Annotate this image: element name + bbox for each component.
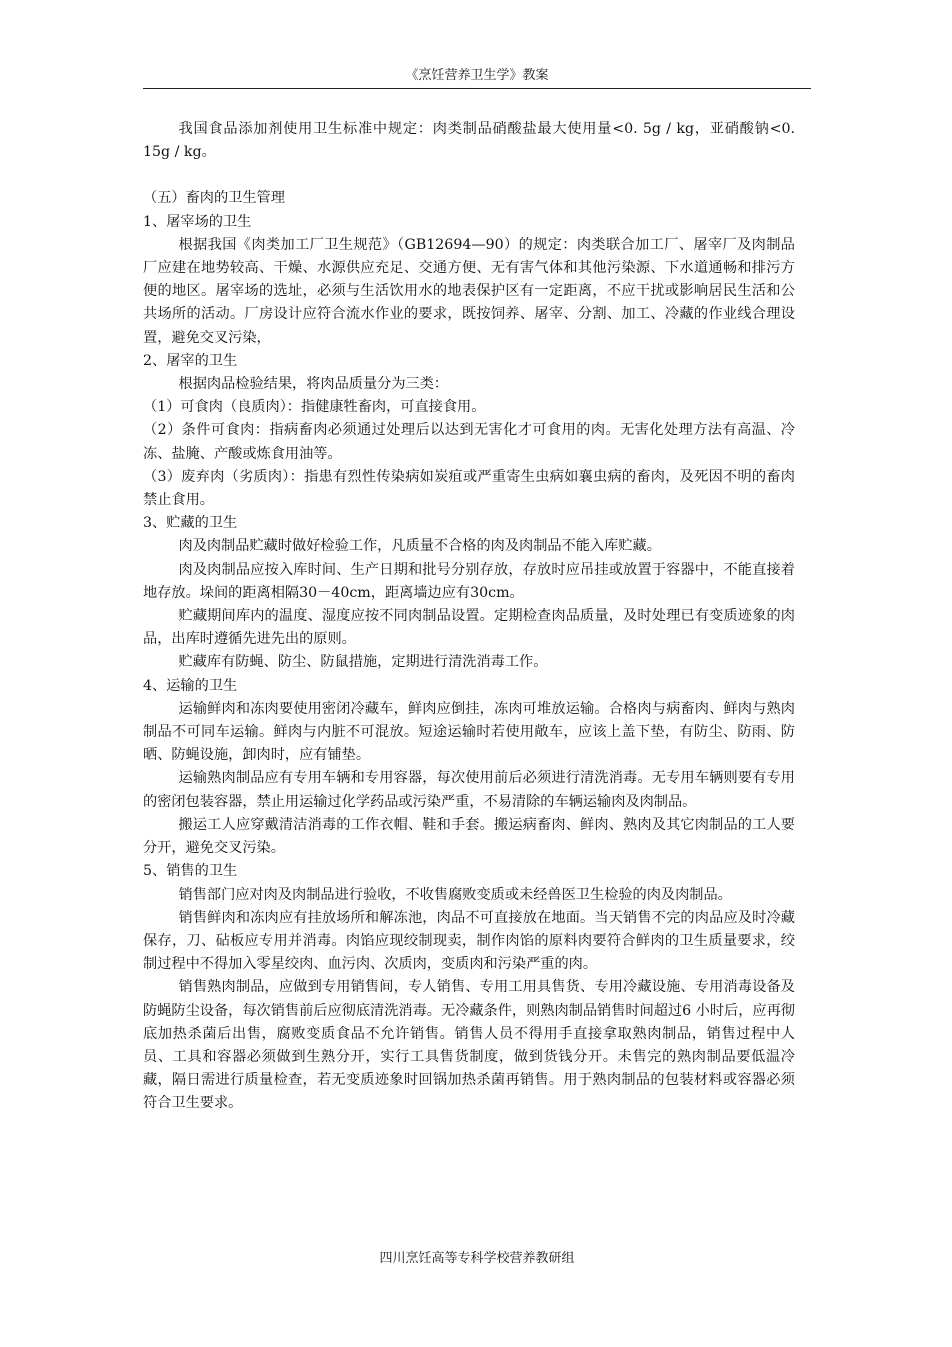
body-paragraph: 我国食品添加剂使用卫生标准中规定：肉类制品硝酸盐最大使用量<0. 5g / kg，亚硝酸钠<0. 15g / kg。 <box>143 121 795 161</box>
body-paragraph: 3、贮藏的卫生 <box>143 515 238 532</box>
body-paragraph: 1、屠宰场的卫生 <box>143 213 252 230</box>
document-body <box>143 118 795 1116</box>
body-paragraph: 4、运输的卫生 <box>143 677 238 694</box>
paragraph-gap <box>143 164 795 187</box>
body-paragraph: 肉及肉制品应按入库时间、生产日期和批号分别存放，存放时应吊挂或放置于容器中，不能直接着地存放。垛间的距离相隔30－40cm，距离墙边应有30cm。 <box>143 561 795 601</box>
body-paragraph: 贮藏库有防蝇、防尘、防鼠措施，定期进行清洗消毒工作。 <box>178 654 548 671</box>
header-divider <box>143 88 811 89</box>
body-paragraph: （1）可食肉（良质肉）：指健康牲畜肉，可直接食用。 <box>143 399 486 416</box>
body-paragraph: 2、屠宰的卫生 <box>143 352 238 369</box>
body-paragraph: 贮藏期间库内的温度、湿度应按不同肉制品设置。定期检查肉品质量，及时处理已有变质迹象的肉品，出库时遵循先进先出的原则。 <box>143 608 795 648</box>
body-paragraph: 运输鲜肉和冻肉要使用密闭冷藏车，鲜肉应倒挂，冻肉可堆放运输。合格肉与病畜肉、鲜肉与熟肉制品不可同车运输。鲜肉与内脏不可混放。短途运输时若使用敞车，应该上盖下垫，有防尘、防雨、防晒、防蝇设施，卸肉时，应有铺垫。 <box>143 700 795 764</box>
body-paragraph: 根据肉品检验结果，将肉品质量分为三类： <box>178 376 449 393</box>
body-paragraph: 5、销售的卫生 <box>143 863 238 880</box>
body-paragraph: 运输熟肉制品应有专用车辆和专用容器，每次使用前后必须进行清洗消毒。无专用车辆则要有专用的密闭包装容器，禁止用运输过化学药品或污染严重，不易清除的车辆运输肉及肉制品。 <box>143 770 795 810</box>
body-paragraph: 销售熟肉制品，应做到专用销售间，专人销售、专用工用具售货、专用冷藏设施、专用消毒设备及防蝇防尘设备，每次销售前后应彻底清洗消毒。无冷藏条件，则熟肉制品销售时间超过6 小时后，应再彻底加热杀菌后出售，腐败变质食品不允许销售。销售人员不得用手直接拿取熟肉制品，销售过程中人员、工具和容器必须做到生熟分开，实行工具售货制度，做到货钱分开。未售完的熟肉制品要低温冷藏，隔日需进行质量检查，若无变质迹象时回锅加热杀菌再销售。用于熟肉制品的包装材料或容器必须符合卫生要求。 <box>143 979 795 1112</box>
page-header-title: 《烹饪营养卫生学》教案 <box>405 68 549 83</box>
body-paragraph: 根据我国《肉类加工厂卫生规范》（GB12694—90）的规定：肉类联合加工厂、屠宰厂及肉制品厂应建在地势较高、干燥、水源供应充足、交通方便、无有害气体和其他污染源、下水道通畅和排污方便的地区。屠宰场的选址，必须与生活饮用水的地表保护区有一定距离，不应干扰或影响居民生活和公共场所的活动。厂房设计应符合流水作业的要求，既按饲养、屠宰、分割、加工、冷藏的作业线合理设置，避免交叉污染， <box>143 236 795 346</box>
page-footer: 四川烹饪高等专科学校营养教研组 <box>379 1251 575 1266</box>
body-paragraph: （五）畜肉的卫生管理 <box>143 190 285 207</box>
body-paragraph: 搬运工人应穿戴清洁消毒的工作衣帽、鞋和手套。搬运病畜肉、鲜肉、熟肉及其它肉制品的工人要分开，避免交叉污染。 <box>143 816 795 857</box>
body-paragraph: 销售鲜肉和冻肉应有挂放场所和解冻池，肉品不可直接放在地面。当天销售不完的肉品应及时冷藏保存，刀、砧板应专用并消毒。肉馅应现绞制现卖，制作肉馅的原料肉要符合鲜肉的卫生质量要求，绞制过程中不得加入零星绞肉、血污肉、次质肉，变质肉和污染严重的肉。 <box>143 909 795 973</box>
body-paragraph: （2）条件可食肉：指病畜肉必须通过处理后以达到无害化才可食用的肉。无害化处理方法有高温、冷冻、盐腌、产酸或炼食用油等。 <box>143 422 795 462</box>
body-paragraph: （3）废弃肉（劣质肉）：指患有烈性传染病如炭疽或严重寄生虫病如襄虫病的畜肉，及死因不明的畜肉禁止食用。 <box>143 468 795 509</box>
body-paragraph: 肉及肉制品贮藏时做好检验工作，凡质量不合格的肉及肉制品不能入库贮藏。 <box>178 538 661 555</box>
body-paragraph: 销售部门应对肉及肉制品进行验收，不收售腐败变质或未经兽医卫生检验的肉及肉制品。 <box>178 886 732 903</box>
